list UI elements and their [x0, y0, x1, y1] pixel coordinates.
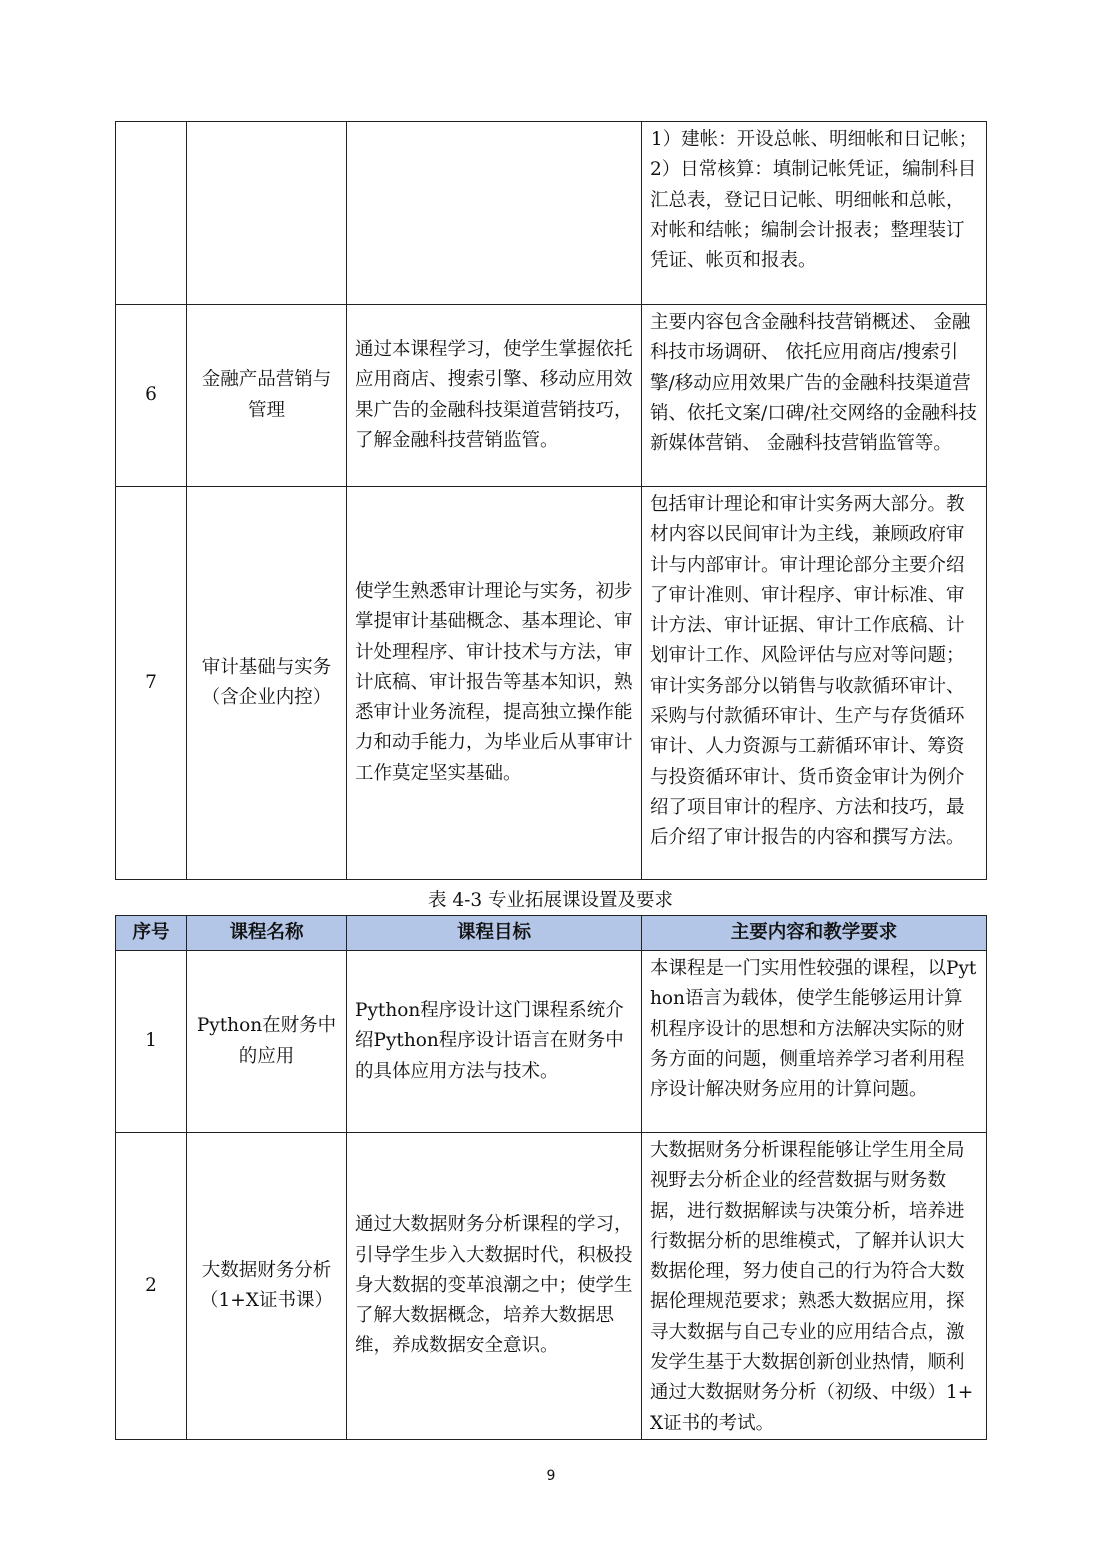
course-name: [187, 951, 347, 1133]
course-name-line: Python在财务中: [196, 1015, 337, 1037]
course-goal: Python程序设计这门课程系统介绍Python程序设计语言在财务中的具体应用方法与技术。: [347, 951, 642, 1133]
course-content: [642, 951, 987, 1133]
course-name-line: （含企业内控）: [201, 687, 332, 708]
course-name-line: 管理: [247, 399, 285, 421]
course-name-line: 审计基础与实务: [201, 656, 332, 678]
course-goal: 使学生熟悉审计理论与实务，初步掌提审计基础概念、基本理论、审计处理程序、审计技术与方法，审计底稿、审计报告等基本知识，熟悉审计业务流程，提高独立操作能力和动手能力，为毕业后从事审计工作莫定坚实基础。: [347, 487, 642, 880]
course-goal: 通过本课程学习，使学生掌握依托应用商店、搜索引擎、移动应用效果广告的金融科技渠道营销技巧，了解金融科技营销监管。: [347, 305, 642, 487]
header-course-name: 课程名称: [187, 916, 347, 951]
row-number: 2: [116, 1133, 187, 1440]
course-content: [642, 305, 987, 487]
course-name-line: 的应用: [238, 1045, 295, 1067]
course-content: [642, 1133, 987, 1440]
course-name: [187, 305, 347, 487]
header-course-goal: 课程目标: [347, 916, 642, 951]
page-number: 9: [546, 1468, 556, 1484]
course-goal: [347, 122, 642, 305]
table-row: [116, 1133, 987, 1440]
course-name: [187, 487, 347, 880]
course-name-line: 大数据财务分析: [201, 1259, 332, 1281]
course-content: [642, 122, 987, 305]
table-row: [116, 487, 987, 880]
table-row: [116, 305, 987, 487]
course-goal: 通过大数据财务分析课程的学习，引导学生步入大数据时代，积极投身大数据的变革浪潮之中；使学生了解大数据概念，培养大数据思维，养成数据安全意识。: [347, 1133, 642, 1440]
course-name: [187, 122, 347, 305]
table-row: [116, 122, 987, 305]
row-number: 7: [116, 487, 187, 880]
course-name-line: （1+X证书课）: [200, 1289, 333, 1311]
course-table-continued: [115, 121, 987, 880]
course-name: [187, 1133, 347, 1440]
course-content: [642, 487, 987, 880]
row-number: 1: [116, 951, 187, 1133]
content-item: 大数据财务分析课程能够让学生用全局视野去分析企业的经营数据与财务数据，进行数据解读与决策分析，培养进行数据分析的思维模式，了解并认识大数据伦理，努力使自己的行为符合大数据伦理规范要求；熟悉大数据应用，探寻大数据与自己专业的应用结合点，激发学生基于大数据创新创业热情，顺利通过大数据财务分析（初级、中级）1+X证书的考试。: [650, 1140, 974, 1434]
row-number: [116, 122, 187, 305]
table-row: [116, 951, 987, 1133]
content-item: 1）建帐：开设总帐、明细帐和日记帐；: [650, 129, 978, 150]
content-item: 2）日常核算：填制记帐凭证，编制科目汇总表，登记日记帐、明细帐和总帐，对帐和结帐；编制会计报表；整理装订凭证、帐页和报表。: [650, 159, 977, 272]
header-number: 序号: [116, 916, 187, 951]
header-content: 主要内容和教学要求: [642, 916, 987, 951]
course-name-line: 金融产品营销与: [201, 369, 332, 391]
content-item: 本课程是一门实用性较强的课程，以Python语言为载体，使学生能够运用计算机程序设计的思想和方法解决实际的财务方面的问题，侧重培养学习者利用程序设计解决财务应用的计算问题。: [650, 958, 977, 1101]
extension-course-table: [115, 915, 987, 1440]
table-header-row: [116, 916, 987, 951]
content-item: 包括审计理论和审计实务两大部分。教材内容以民间审计为主线，兼顾政府审计与内部审计。审计理论部分主要介绍了审计准则、审计程序、审计标准、审计方法、审计证据、审计工作底稿、计划审计工作、风险评估与应对等问题；审计实务部分以销售与收款循环审计、采购与付款循环审计、生产与存货循环审计、人力资源与工薪循环审计、筹资与投资循环审计、货币资金审计为例介绍了项目审计的程序、方法和技巧，最后介绍了审计报告的内容和撰写方法。: [650, 494, 965, 849]
content-item: 主要内容包含金融科技营销概述、 金融科技市场调研、 依托应用商店/搜索引擎/移动应用效果广告的金融科技渠道营销、依托文案/口碑/社交网络的金融科技新媒体营销、 金融科技营销监管等。: [650, 312, 977, 455]
table-caption: 表 4-3 专业拓展课设置及要求: [427, 890, 674, 911]
row-number: 6: [116, 305, 187, 487]
